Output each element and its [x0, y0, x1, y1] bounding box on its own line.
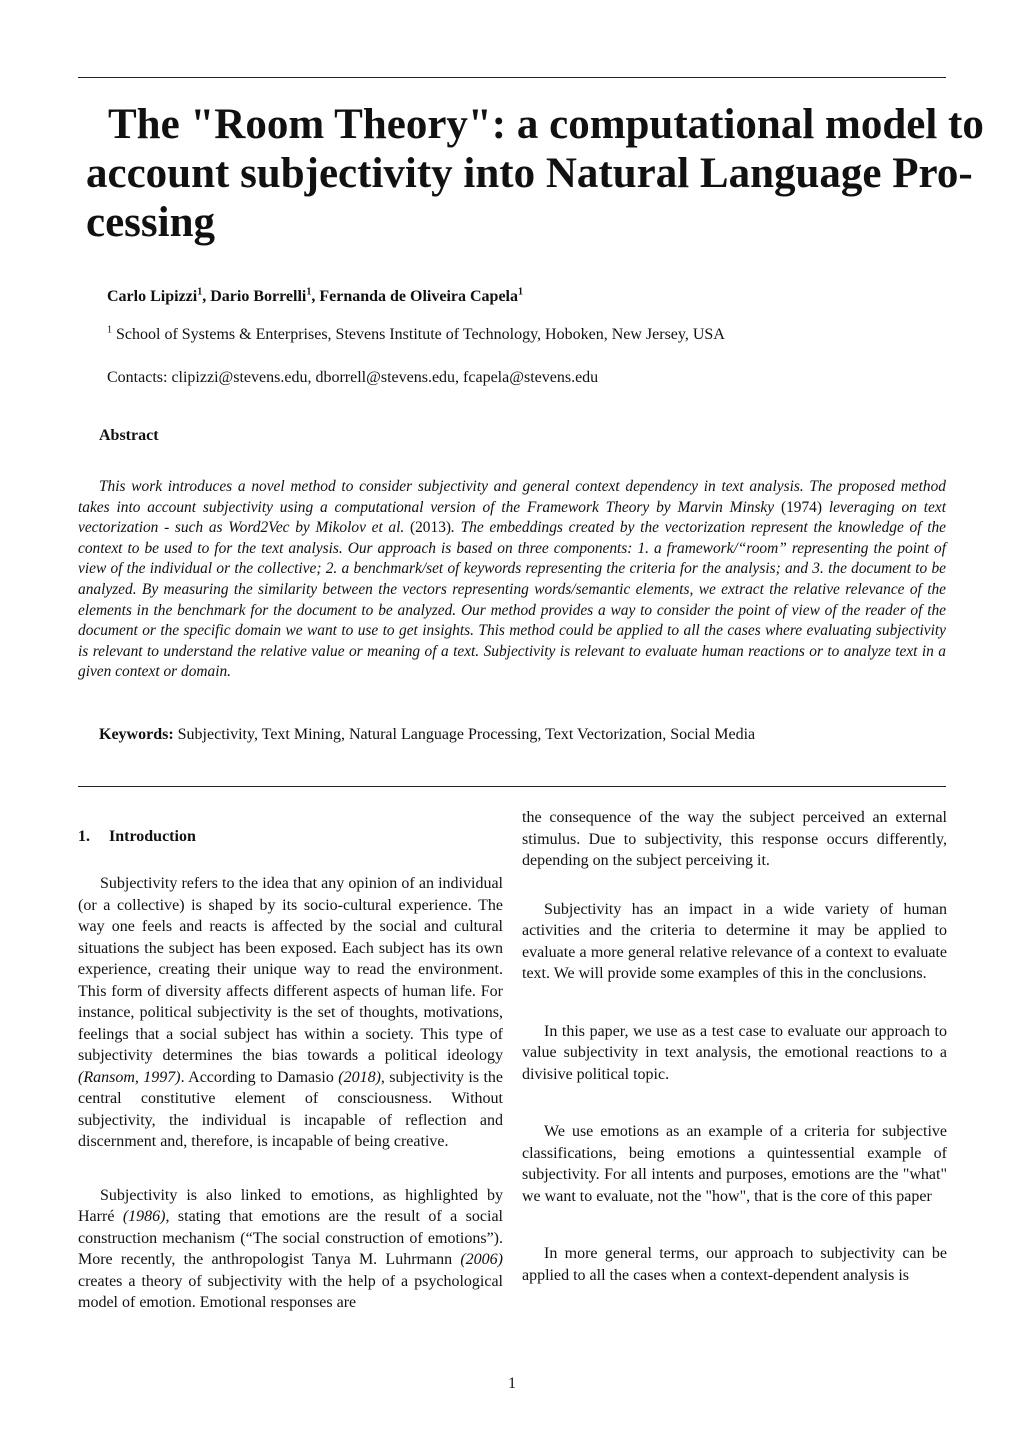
abstract-year: (1974)	[780, 498, 822, 516]
affiliation-text: School of Systems & Enterprises, Stevens Institute of Technology, Hoboken, New Jersey, USA	[112, 326, 725, 343]
affiliation	[107, 324, 725, 346]
page-number: 1	[508, 1375, 516, 1392]
section-rule	[78, 786, 946, 787]
section-title: Introduction	[109, 828, 196, 845]
title-line-2: account subjectivity into Natural Language Pro-	[86, 150, 973, 197]
affiliation-marker: 1	[306, 286, 312, 298]
abstract-text: This work introduces a novel method to consider subjectivity and general context dependency in text analysis. The proposed method takes into account subjectivity using a computational version of the Framework Theory by Marvin Minsky	[78, 478, 946, 516]
paragraph-text: creates a theory of subjectivity with the help of a psychological model of emotion. Emotional responses are	[78, 1272, 503, 1311]
paragraph	[78, 873, 503, 1153]
affiliation-marker: 1	[107, 324, 112, 336]
paragraph: We use emotions as an example of a criteria for subjective classifications, being emotions a quintessential example of subjectivity. For all intents and purposes, emotions are the "what" we want to evaluate, not the "how", that is the core of this paper	[522, 1123, 947, 1205]
keywords-label: Keywords:	[99, 726, 174, 743]
paragraph-text: . According to Damasio	[180, 1068, 339, 1086]
paragraph: In this paper, we use as a test case to evaluate our approach to value subjectivity in text analysis, the emotional reactions to a divisive political topic.	[522, 1022, 947, 1083]
citation: (2006)	[460, 1251, 503, 1268]
paragraph: In more general terms, our approach to subjectivity can be applied to all the cases when a context-dependent analysis is	[522, 1245, 947, 1284]
abstract-body	[78, 477, 946, 683]
paragraph: Subjectivity has an impact in a wide variety of human activities and the criteria to determine it may be applied to evaluate a more general relative relevance of a context to evaluate text. We will provide some examples of this in the conclusions.	[522, 900, 947, 982]
author-separator: ,	[202, 288, 211, 305]
citation: (Ransom, 1997)	[78, 1068, 181, 1086]
title-line-1: The "Room Theory": a computational model to	[108, 101, 984, 148]
paragraph	[78, 1185, 503, 1314]
paragraph-text: , subjectivity is the central constitutive element of consciousness. Without subjectivity, the individual is incapable of reflection and discernment and, therefore, is incapable of being creative.	[78, 1068, 503, 1150]
abstract-heading: Abstract	[99, 427, 159, 444]
citation: (1986)	[122, 1208, 166, 1225]
author-name: Fernanda de Oliveira Capela	[319, 288, 518, 305]
contacts: Contacts: clipizzi@stevens.edu, dborrell@stevens.edu, fcapela@stevens.edu	[107, 369, 599, 386]
author-name: Dario Borrelli	[210, 288, 307, 305]
right-column	[522, 807, 947, 1286]
left-column	[78, 826, 503, 1314]
author-name: Carlo Lipizzi	[107, 288, 198, 305]
title-line-3: cessing	[86, 199, 215, 246]
author-separator: ,	[311, 288, 320, 305]
top-rule	[78, 77, 946, 78]
paragraph-text: , stating that emotions are the result of a social construction mechanism (“The social construction of emotions”). More recently, the anthropologist Tanya M. Luhrmann	[78, 1208, 503, 1268]
paragraph-text: Subjectivity is also linked to emotions, as highlighted by Harré	[78, 1186, 503, 1225]
abstract-text: . The embeddings created by the vectorization represent the knowledge of the context to be used to for the text analysis. Our approach is based on three components: 1. a framework/“room” representing the point of view of the individual or the collective; 2. a benchmark/set of keywords representing the criteria for the analysis; and 3. the document to be analyzed. By measuring the similarity between the vectors representing words/semantic elements, we extract the relative relevance of the elements in the benchmark for the document to be analyzed. Our method provides a way to consider the point of view of the reader of the document or the specific domain we want to use to get insights. This method could be applied to all the cases where evaluating subjectivity is relevant to understand the relative value or meaning of a text. Subjectivity is relevant to evaluate human reactions or to analyze text in a given context or domain.	[78, 519, 947, 681]
paragraph-text: Subjectivity refers to the idea that any opinion of an individual (or a collective) is shaped by its socio-cultural experience. The way one feels and reacts is affected by the social and cultural situations the subject has been exposed. Each subject has its own experience, creating their unique way to read the environment. This form of diversity affects different aspects of human life. For instance, political subjectivity is the set of thoughts, motivations, feelings that a social subject has within a society. This type of subjectivity determines the bias towards a political ideology	[78, 875, 503, 1064]
abstract-year: (2013)	[409, 519, 452, 537]
affiliation-marker: 1	[197, 286, 203, 298]
author-list	[107, 286, 523, 308]
paragraph: the consequence of the way the subject perceived an external stimulus. Due to subjectivity, this response occurs differently, depending on the subject perceiving it.	[522, 809, 947, 869]
keywords-text: Subjectivity, Text Mining, Natural Language Processing, Text Vectorization, Social Media	[173, 726, 756, 743]
affiliation-marker: 1	[518, 286, 523, 298]
abstract-text: leveraging on text vectorization - such as Word2Vec by Mikolov et al.	[78, 498, 946, 537]
section-number: 1.	[78, 828, 90, 845]
keywords	[99, 724, 755, 746]
paper-title	[86, 100, 984, 247]
section-heading	[78, 826, 503, 848]
citation: (2018)	[338, 1068, 381, 1086]
